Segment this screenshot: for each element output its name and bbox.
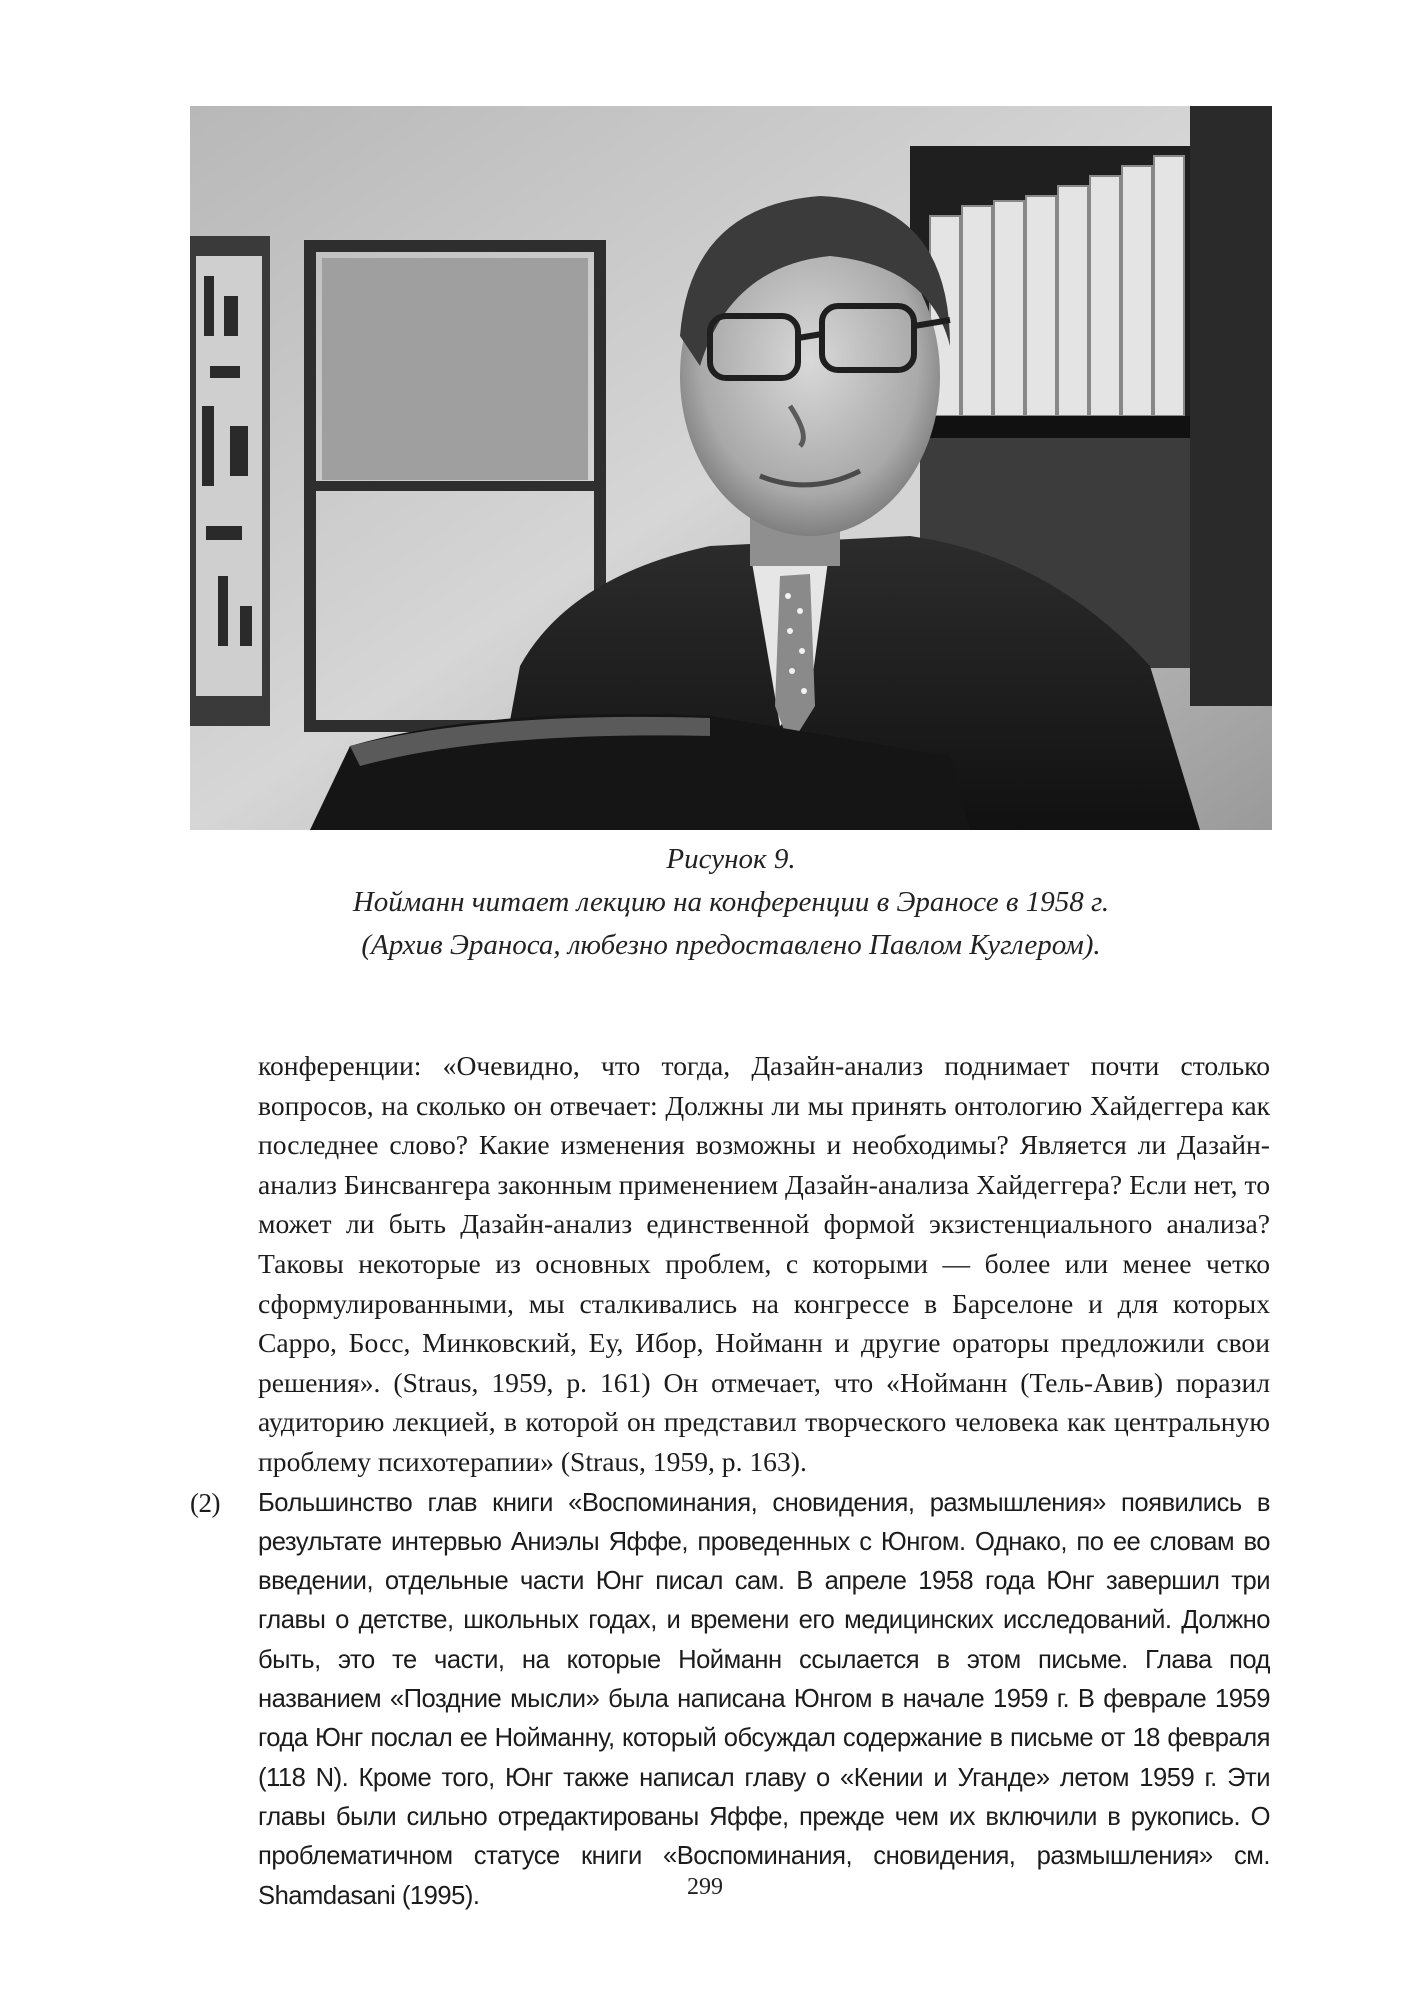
caption-line-1: Нойманн читает лекцию на конференции в Эраносе в 1958 г. (352, 886, 1110, 918)
photo-neumann-lecture (190, 106, 1272, 830)
footnote-text: Большинство глав книги «Воспоминания, сновидения, размышления» появились в результате интервью Аниэлы Яффе, проведенных с Юнгом. Однако, по ее словам во введении, отдельные части Юнг писал сам. В апреле 1958 года Юнг завершил три главы о детстве, школьных годах, и времени его медицинских исследований. Должно быть, это те части, на которые Нойманн ссылается в этом письме. Глава под названием «Поздние мысли» была написана Юнгом в начале 1959 г. В феврале 1959 года Юнг послал ее Нойманну, который обсуждал содержание в письме от 18 февраля (118 N). Кроме того, Юнг также написал главу о «Кении и Уганде» летом 1959 г. Эти главы были сильно отредактированы Яффе, прежде чем их включили в рукопись. О проблематичном статусе книги «Воспоминания, сновидения, размышления» см. Shamdasani (1995). (258, 1488, 1270, 1910)
figure-caption (190, 838, 1272, 967)
photo-illustration (190, 106, 1272, 830)
page-number: 299 (687, 1874, 723, 1900)
paragraph-conference-quote: конференции: «Очевидно, что тогда, Дазайн-анализ поднимает почти столько вопросов, на сколько он отвечает: Должны ли мы принять онтологию Хайдеггера как последнее слово? Какие изменения возможны и необходимы? Является ли Дазайн-анализ Бинсвангера законным применением Дазайн-анализа Хайдеггера? Если нет, то может ли быть Дазайн-анализ единственной формой экзистенциального анализа? Таковы некоторые из основных проблем, с которыми — более или менее четко сформулированными, мы сталкивались на конгрессе в Барселоне и для которых Сарро, Босс, Минковский, Еу, Ибор, Нойманн и другие ораторы предложили свои решения». (Straus, 1959, p. 161) Он отмечает, что «Нойманн (Тель-Авив) поразил аудиторию лекцией, в которой он представил творческого человека как центральную проблему психотерапии» (Straus, 1959, p. 163). (258, 1050, 1270, 1477)
footnote-number: (2) (190, 1487, 220, 1518)
body-text (190, 1046, 1270, 1916)
caption-label: Рисунок 9. (666, 843, 796, 875)
footnote-2 (190, 1484, 1270, 1916)
caption-line-2: (Архив Эраноса, любезно предоставлено Павлом Куглером). (361, 929, 1101, 961)
